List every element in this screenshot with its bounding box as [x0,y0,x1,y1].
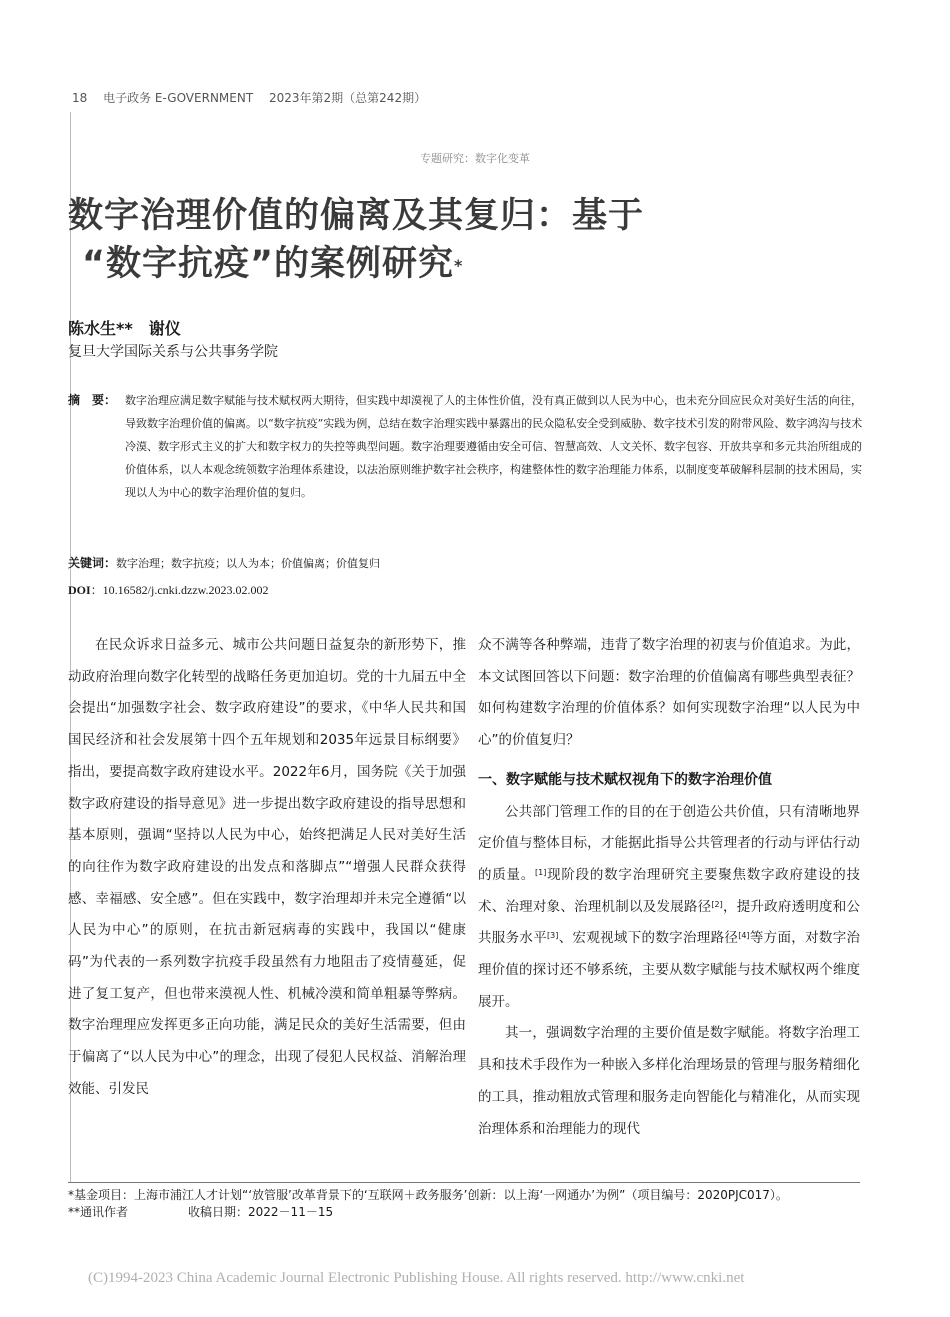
issue-info: 2023年第2期（总第242期） [269,91,427,105]
doi-value[interactable]: ：10.16582/j.cnki.dzzw.2023.02.002 [90,583,269,597]
authors: 陈水生** 谢仪 [68,319,181,338]
body-column-right [478,630,860,1145]
citation-ref[interactable]: [4] [738,931,750,941]
footnote-rule [68,1182,860,1183]
text-run: 、宏观视域下的数字治理路径 [558,930,739,947]
title-line-2: “数字抗疫”的案例研究 [82,244,455,284]
citation-ref[interactable]: [1] [535,867,547,877]
body-paragraph [478,797,860,1019]
abstract-label: 摘 要： [68,393,117,407]
body-column-left [68,630,466,1106]
article-title [68,192,888,288]
body-paragraph: 众不满等各种弊端，违背了数字治理的初衷与价值追求。为此，本文试图回答以下问题：数字治理的价值偏离有哪些典型表征？如何构建数字治理的价值体系？如何实现数字治理“以人民为中心”的价值复归？ [478,637,860,749]
received-date: 收稿日期：2022－11－15 [188,1205,334,1219]
journal-name: 电子政务 E-GOVERNMENT [103,91,254,105]
text-run: 等方面，对数字治理价值的探讨还不够系统，主要从数字赋能与技术赋权两个维度展开。 [478,930,861,1010]
doi-label: DOI [68,583,91,597]
title-line-1: 数字治理价值的偏离及其复归：基于 [68,196,645,236]
title-footnote-mark: * [454,256,464,275]
affiliation: 复旦大学国际关系与公共事务学院 [68,344,278,360]
body-paragraph: 在民众诉求日益多元、城市公共问题日益复杂的新形势下，推动政府治理向数字化转型的战略任务更加迫切。党的十九届五中全会提出“加强数字社会、数字政府建设”的要求，《中华人民共和国国民经济和社会发展第十四个五年规划和2035年远景目标纲要》指出，要提高数字政府建设水平。2022年6月，国务院《关于加强数字政府建设的指导意见》进一步提出数字政府建设的指导思想和基本原则，强调“坚持以人民为中心，始终把满足人民对美好生活的向往作为数字政府建设的出发点和落脚点”“增强人民群众获得感、幸福感、安全感”。但在实践中，数字治理却并未完全遵循“以人民为中心”的原则，在抗击新冠病毒的实践中，我国以“健康码”为代表的一系列数字抗疫手段虽然有力地阻击了疫情蔓延，促进了复工复产，但也带来漠视人性、机械冷漠和简单粗暴等弊病。数字治理理应发挥更多正向功能，满足民众的美好生活需要，但由于偏离了“以人民为中心”的理念，出现了侵犯人民权益、消解治理效能、引发民 [68,637,466,1097]
citation-ref[interactable]: [3] [547,931,559,941]
abstract-text: 数字治理应满足数字赋能与技术赋权两大期待，但实践中却漠视了人的主体性价值，没有真正做到以人民为中心，也未充分回应民众对美好生活的向往，导致数字治理价值的偏离。以“数字抗疫”实践为例，总结在数字治理实践中暴露出的民众隐私安全受到威胁、数字技术引发的附带风险、数字鸿沟与技术冷漠、数字形式主义的扩大和数字权力的失控等典型问题。数字治理要遵循由安全可信、智慧高效、人文关怀、数字包容、开放共享和多元共治所组成的价值体系，以人本观念统领数字治理体系建设，以法治原则维护数字社会秩序，构建整体性的数字治理能力体系，以制度变革破解科层制的技术困局，实现以人为中心的数字治理价值的复归。 [125,394,863,499]
doi [68,581,269,598]
running-header [72,89,438,106]
body-paragraph: 其一，强调数字治理的主要价值是数字赋能。将数字治理工具和技术手段作为一种嵌入多样化治理场景的管理与服务精细化的工具，推动粗放式管理和服务走向智能化与精准化，从而实现治理体系和治理能力的现代 [478,1025,860,1137]
section-tag: 专题研究：数字化变革 [420,152,530,165]
fund-note: *基金项目：上海市浦江人才计划“‘放管服’改革背景下的‘互联网＋政务服务’创新：以上海‘一网通办’为例”（项目编号：2020PJC017）。 [68,1188,788,1202]
citation-ref[interactable]: [2] [711,899,723,909]
text-run: 现阶段的数字治理研究主要聚焦数字政府建设的技术、治理对象、治理机制以及发展路径 [478,866,861,915]
text-run: ，提升政府透明度和公共服务水平 [478,898,861,947]
keywords-label: 关键词： [68,556,117,570]
copyright-watermark: (C)1994-2023 China Academic Journal Electronic Publishing House. All rights reserved. http://www.cnki.net [88,1270,745,1286]
footnotes [68,1187,863,1221]
text-run: 公共部门管理工作的目的在于创造公共价值，只有清晰地界定价值与整体目标，才能据此指导公共管理者的行动与评估行动的质量。 [478,803,860,883]
keywords [68,553,863,574]
keywords-text: 数字治理；数字抗疫；以人为本；价值偏离；价值复归 [116,557,381,570]
section-heading: 一、数字赋能与技术赋权视角下的数字治理价值 [478,771,772,788]
page-number: 18 [72,91,88,105]
abstract [68,389,863,504]
corresponding-author-note: **通讯作者 [68,1205,129,1219]
